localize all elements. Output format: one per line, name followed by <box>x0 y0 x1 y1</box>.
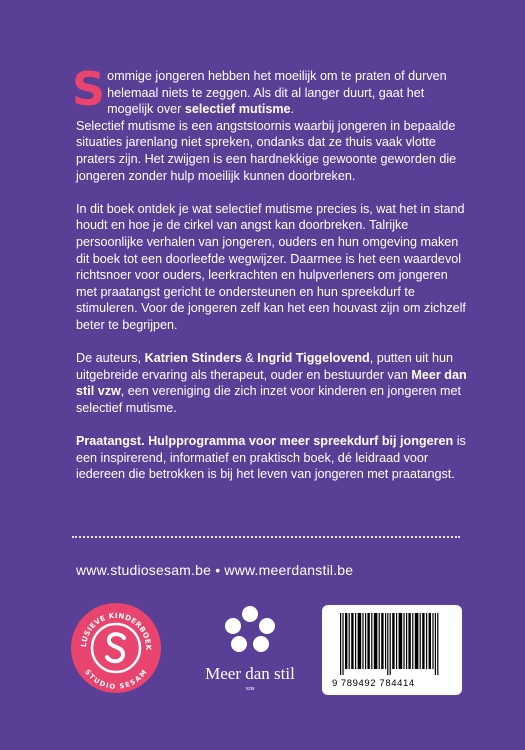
book-title: Praatangst. Hulpprogramma voor meer spreekdurf bij jongeren <box>76 434 454 449</box>
authors-paragraph: De auteurs, Katrien Stinders & Ingrid Tiggelovend, putten uit hun uitgebreide ervaring als therapeut, ouder en bestuurder van Meer dan stil vzw, een vereniging die zich inzet voor kinderen en jongeren met selectief mutisme. <box>76 351 467 415</box>
svg-text:STUDIO SESAM: STUDIO SESAM <box>83 668 149 691</box>
barcode-bars-icon <box>322 611 462 681</box>
intro-paragraph: Sommige jongeren hebben het moeilijk om te praten of durven helemaal niets te zeggen. Als dit al langer duurt, gaat het mogelijk over selectief mutisme. Selectief mutisme is een angststoornis waarbij jongeren in bepaalde situaties jarenlang niet spreken, ondanks dat ze thuis vaak vlotte praters zijn. Het zwijgen is een hardnekkige gewoonte geworden die jongeren zonder hulp moeilijk kunnen doorbreken. <box>72 62 457 183</box>
studio-sesam-logo-icon <box>70 602 162 694</box>
website-urls: www.studiosesam.be • www.meerdanstil.be <box>76 562 354 578</box>
dotted-divider <box>72 536 460 538</box>
term-selectief-mutisme: selectief mutisme <box>184 102 291 117</box>
drop-cap: S <box>72 62 106 116</box>
meer-dan-stil-logo <box>200 605 300 705</box>
description-text <box>72 62 471 499</box>
vzw-label: vzw <box>245 686 255 692</box>
isbn-barcode <box>322 605 462 695</box>
studio-sesam-badge <box>70 602 162 694</box>
svg-text:INCLUSIEVE KINDERBOEKEN: LUSIEVE KINDERBOEK <box>78 610 154 651</box>
isbn-number: 9 789492 784414 <box>332 678 415 689</box>
summary-paragraph: Praatangst. Hulpprogramma voor meer spreekdurf bij jongeren is een inspirerend, informatief en praktisch boek, dé leidraad voor iedereen die betrokken is bij het leven van jongeren met praatangst. <box>76 434 466 482</box>
flower-icon <box>222 605 278 655</box>
author-name: Katrien Stinders <box>144 351 242 366</box>
author-name: Ingrid Tiggelovend <box>257 351 370 366</box>
definition-text: Selectief mutisme is een angststoornis waarbij jongeren in bepaalde situaties jarenlang niet spreken, ondanks dat ze thuis vaak vlotte praters zijn. Het zwijgen is een hardnekkige gewoonte geworden die jongeren zonder hulp moeilijk kunnen doorbreken. <box>76 118 457 183</box>
meer-dan-stil-wordmark: Meer dan stil <box>205 664 295 683</box>
book-content-paragraph: In dit boek ontdek je wat selectief mutisme precies is, wat het in stand houdt en hoe je de cirkel van angst kan doorbreken. Talrijke persoonlijke verhalen van jongeren, ouders en hun omgeving maken dit boek tot een doorleefde wegwijzer. Daarmee is het een waardevol richtsnoer voor ouders, leerkrachten en hulpverleners om jongeren met praatangst gericht te ondersteunen en hun spreekdurf te stimuleren. Voor de jongeren zelf kan het een houvast zijn om zichzelf beter te begrijpen. <box>76 201 466 332</box>
organisation-name: Meer dan stil vzw <box>76 367 467 399</box>
